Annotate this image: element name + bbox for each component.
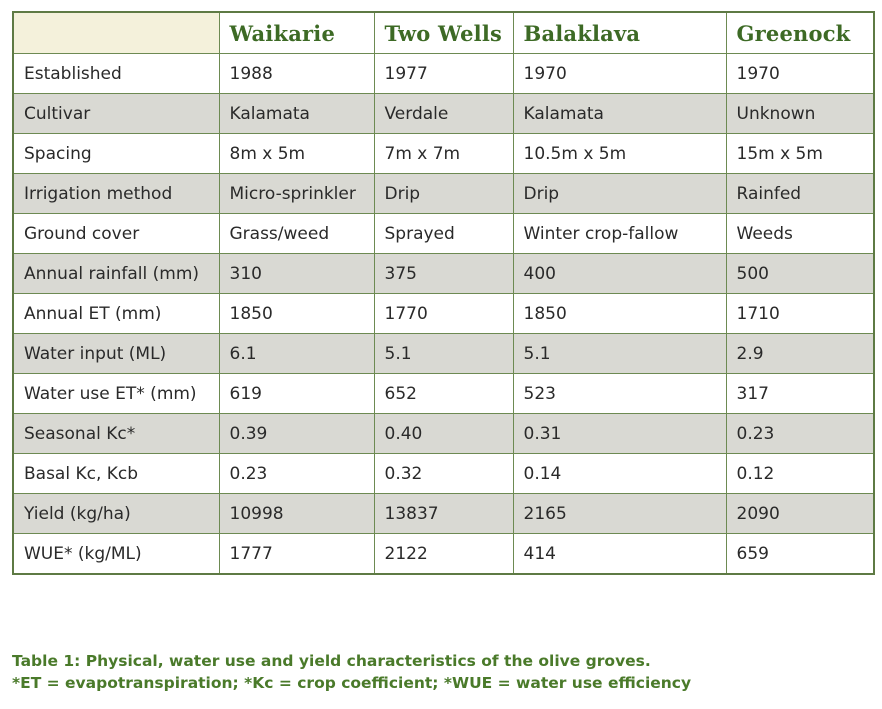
header-two-wells: Two Wells <box>374 12 513 54</box>
row-label: Seasonal Kc* <box>13 414 219 454</box>
table-cell: Sprayed <box>374 214 513 254</box>
table-cell: Winter crop-fallow <box>513 214 726 254</box>
table-cell: 1850 <box>219 294 374 334</box>
header-greenock: Greenock <box>726 12 874 54</box>
table-cell: 652 <box>374 374 513 414</box>
table-cell: Grass/weed <box>219 214 374 254</box>
table-cell: 10.5m x 5m <box>513 134 726 174</box>
table-row <box>13 134 874 174</box>
table-cell: Drip <box>513 174 726 214</box>
table-cell: 1970 <box>726 54 874 94</box>
table-cell: Kalamata <box>219 94 374 134</box>
data-table-container <box>12 11 873 575</box>
table-cell: Rainfed <box>726 174 874 214</box>
table-cell: 1988 <box>219 54 374 94</box>
table-cell: 10998 <box>219 494 374 534</box>
row-label: Yield (kg/ha) <box>13 494 219 534</box>
table-cell: Verdale <box>374 94 513 134</box>
table-cell: 523 <box>513 374 726 414</box>
table-row <box>13 94 874 134</box>
header-balaklava: Balaklava <box>513 12 726 54</box>
table-row <box>13 374 874 414</box>
table-cell: Drip <box>374 174 513 214</box>
row-label: Water use ET* (mm) <box>13 374 219 414</box>
table-row <box>13 54 874 94</box>
table-cell: 1710 <box>726 294 874 334</box>
caption-footnote: *ET = evapotranspiration; *Kc = crop coefficient; *WUE = water use efficiency <box>12 674 692 692</box>
row-label: Water input (ML) <box>13 334 219 374</box>
table-cell: Weeds <box>726 214 874 254</box>
row-label: WUE* (kg/ML) <box>13 534 219 575</box>
table-cell: 400 <box>513 254 726 294</box>
table-cell: 1970 <box>513 54 726 94</box>
table-cell: 414 <box>513 534 726 575</box>
table-row <box>13 494 874 534</box>
table-cell: 8m x 5m <box>219 134 374 174</box>
table-cell: 1850 <box>513 294 726 334</box>
row-label: Established <box>13 54 219 94</box>
header-corner-cell <box>13 12 219 54</box>
table-row <box>13 414 874 454</box>
table-cell: 0.12 <box>726 454 874 494</box>
table-body <box>13 54 874 575</box>
table-cell: Kalamata <box>513 94 726 134</box>
table-row <box>13 534 874 575</box>
olive-groves-table <box>12 11 875 575</box>
table-cell: 0.31 <box>513 414 726 454</box>
table-cell: 1770 <box>374 294 513 334</box>
caption-title: Table 1: Physical, water use and yield characteristics of the olive groves. <box>12 652 651 670</box>
table-cell: 2122 <box>374 534 513 575</box>
row-label: Cultivar <box>13 94 219 134</box>
table-row <box>13 334 874 374</box>
table-cell: 0.40 <box>374 414 513 454</box>
table-cell: 0.39 <box>219 414 374 454</box>
row-label: Irrigation method <box>13 174 219 214</box>
table-cell: 15m x 5m <box>726 134 874 174</box>
table-cell: 13837 <box>374 494 513 534</box>
row-label: Annual rainfall (mm) <box>13 254 219 294</box>
table-cell: 1977 <box>374 54 513 94</box>
table-row <box>13 254 874 294</box>
table-cell: 7m x 7m <box>374 134 513 174</box>
table-row <box>13 214 874 254</box>
table-cell: 2165 <box>513 494 726 534</box>
table-header-row <box>13 12 874 54</box>
row-label: Spacing <box>13 134 219 174</box>
table-cell: 659 <box>726 534 874 575</box>
table-cell: 375 <box>374 254 513 294</box>
table-row <box>13 174 874 214</box>
table-cell: 317 <box>726 374 874 414</box>
table-cell: 500 <box>726 254 874 294</box>
table-cell: 6.1 <box>219 334 374 374</box>
table-cell: 2.9 <box>726 334 874 374</box>
row-label: Annual ET (mm) <box>13 294 219 334</box>
table-row <box>13 294 874 334</box>
table-cell: 5.1 <box>513 334 726 374</box>
table-cell: 0.23 <box>726 414 874 454</box>
table-cell: Micro-sprinkler <box>219 174 374 214</box>
table-row <box>13 454 874 494</box>
table-cell: 0.32 <box>374 454 513 494</box>
table-cell: 0.23 <box>219 454 374 494</box>
table-cell: Unknown <box>726 94 874 134</box>
row-label: Ground cover <box>13 214 219 254</box>
table-caption <box>12 650 872 694</box>
table-cell: 5.1 <box>374 334 513 374</box>
row-label: Basal Kc, Kcb <box>13 454 219 494</box>
table-cell: 2090 <box>726 494 874 534</box>
table-cell: 1777 <box>219 534 374 575</box>
table-cell: 310 <box>219 254 374 294</box>
table-cell: 0.14 <box>513 454 726 494</box>
header-waikarie: Waikarie <box>219 12 374 54</box>
table-cell: 619 <box>219 374 374 414</box>
